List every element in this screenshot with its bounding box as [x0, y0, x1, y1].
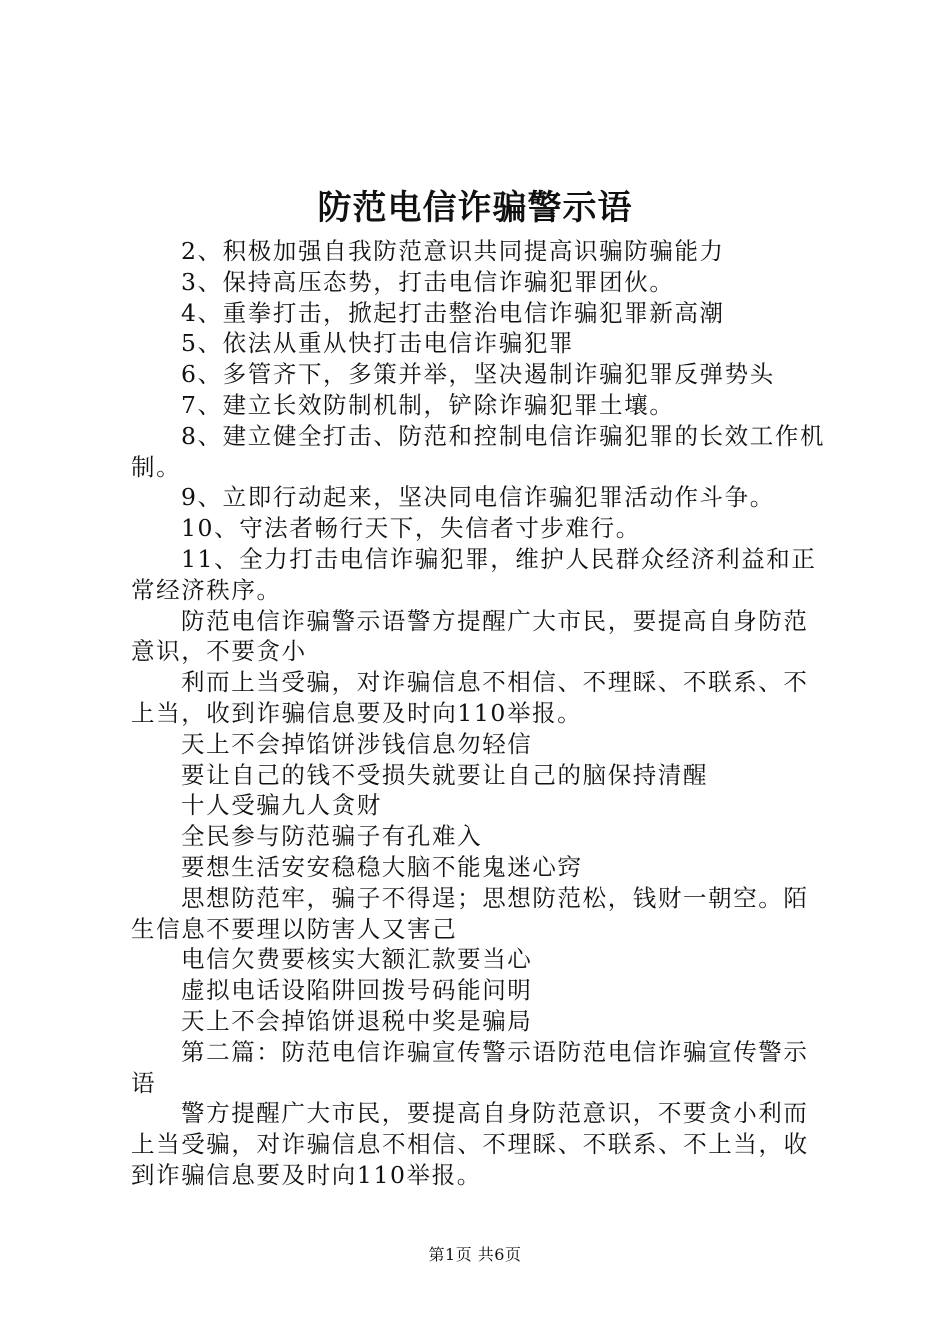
document-body: [131, 236, 831, 1191]
paragraph: 利而上当受骗，对诈骗信息不相信、不理睬、不联系、不上当，收到诈骗信息要及时向110举报。: [131, 668, 809, 727]
paragraph: 警方提醒广大市民，要提高自身防范意识，不要贪小利而上当受骗，对诈骗信息不相信、不理睬、不联系、不上当，收到诈骗信息要及时向110举报。: [131, 1099, 809, 1189]
paragraph: 10、守法者畅行天下，失信者寸步难行。: [181, 514, 641, 543]
paragraph: 防范电信诈骗警示语警方提醒广大市民，要提高自身防范意识，不要贪小: [131, 606, 809, 666]
paragraph: 要想生活安安稳稳大脑不能鬼迷心窍: [181, 852, 583, 881]
paragraph: 6、多管齐下，多策并举，坚决遏制诈骗犯罪反弹势头: [181, 360, 775, 389]
paragraph: 4、重拳打击，掀起打击整治电信诈骗犯罪新高潮: [181, 298, 725, 327]
paragraph: 要让自己的钱不受损失就要让自己的脑保持清醒: [181, 760, 709, 789]
paragraph: 11、全力打击电信诈骗犯罪，维护人民群众经济利益和正常经济秩序。: [131, 544, 817, 604]
paragraph: 5、依法从重从快打击电信诈骗犯罪: [181, 329, 575, 358]
paragraph: 2、积极加强自我防范意识共同提高识骗防骗能力: [181, 237, 725, 265]
paragraph: 十人受骗九人贪财: [181, 791, 382, 820]
paragraph: 思想防范牢，骗子不得逞；思想防范松，钱财一朝空。陌生信息不要理以防害人又害己: [131, 883, 809, 943]
paragraph: 电信欠费要核实大额汇款要当心: [181, 945, 533, 974]
paragraph: 天上不会掉馅饼退税中奖是骗局: [181, 1006, 533, 1035]
paragraph: 天上不会掉馅饼涉钱信息勿轻信: [181, 729, 533, 758]
document-title: 防范电信诈骗警示语: [317, 188, 633, 228]
paragraph: 9、立即行动起来，坚决同电信诈骗犯罪活动作斗争。: [181, 483, 775, 512]
page-footer: 第1页 共6页: [428, 1245, 522, 1264]
paragraph: 第二篇：防范电信诈骗宣传警示语防范电信诈骗宣传警示语: [131, 1037, 809, 1097]
paragraph: 虚拟电话设陷阱回拨号码能问明: [181, 976, 533, 1005]
paragraph: 3、保持高压态势，打击电信诈骗犯罪团伙。: [181, 267, 675, 296]
paragraph: 8、建立健全打击、防范和控制电信诈骗犯罪的长效工作机制。: [131, 421, 826, 481]
paragraph: 7、建立长效防制机制，铲除诈骗犯罪土壤。: [181, 390, 675, 419]
paragraph: 全民参与防范骗子有孔难入: [181, 822, 483, 851]
